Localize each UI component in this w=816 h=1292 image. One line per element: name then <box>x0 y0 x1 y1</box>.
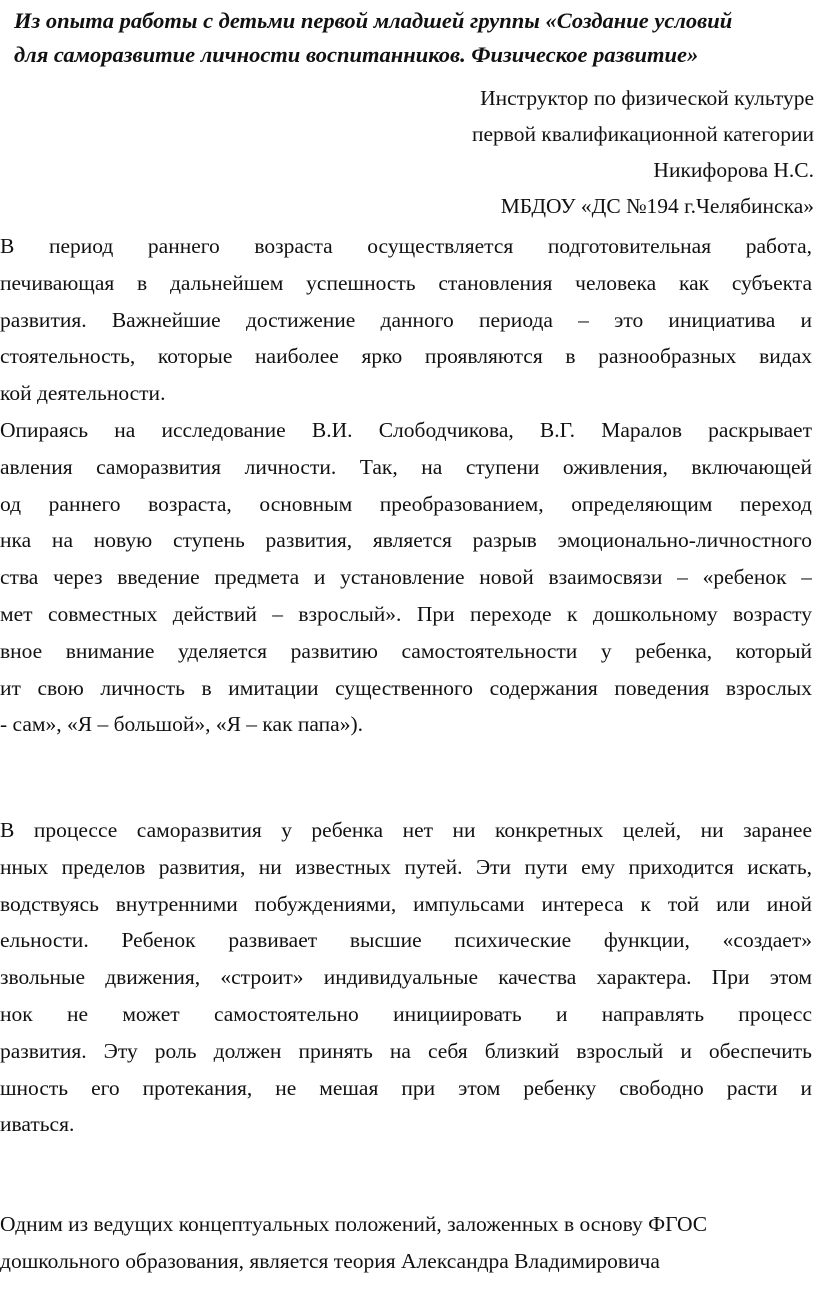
text-line: водствуясь внутренними побуждениями, импульсами интереса к той или иной <box>0 891 812 916</box>
text-line: - сам», «Я – большой», «Я – как папа»). <box>0 712 364 737</box>
text-line: ельности. Ребенок развивает высшие психические функции, «создает» <box>0 928 812 953</box>
text-line: од раннего возраста, основным преобразованием, определяющим переход <box>0 491 812 516</box>
text-line: вное внимание уделяется развитию самостоятельности у ребенка, который <box>0 638 812 663</box>
text-line: Опираясь на исследование В.И. Слободчикова, В.Г. Маралов раскрывает <box>0 418 812 442</box>
text-line: нок не может самостоятельно инициировать и направлять процесс <box>0 1001 812 1026</box>
author-position: Инструктор по физической культуре <box>480 86 814 110</box>
author-organization: МБДОУ «ДС №194 г.Челябинска» <box>500 194 814 218</box>
author-qualification: первой квалификационной категории <box>471 122 814 146</box>
author-name: Никифорова Н.С. <box>653 158 814 182</box>
paragraph-4 <box>0 1206 812 1280</box>
paragraph-1 <box>0 228 812 412</box>
text-line: дошкольного образования, является теория Александра Владимировича <box>0 1248 660 1273</box>
title-line: для саморазвитие личности воспитанников. Физическое развитие» <box>14 42 699 67</box>
title-line: Из опыта работы с детьми первой младшей группы «Создание условий <box>14 8 733 33</box>
text-line: печивающая в дальнейшем успешность становления человека как субъекта <box>0 270 812 295</box>
text-line: стоятельность, которые наиболее ярко проявляются в разнообразных видах <box>0 344 812 369</box>
text-line: Одним из ведущих концептуальных положений, заложенных в основу ФГОС <box>0 1212 708 1236</box>
text-line: развития. Важнейшие достижение данного периода – это инициатива и <box>0 307 812 332</box>
text-line: ит свою личность в имитации существенного содержания поведения взрослых <box>0 675 812 700</box>
text-line: авления саморазвития личности. Так, на ступени оживления, включающей <box>0 454 812 479</box>
text-line: иваться. <box>0 1112 75 1137</box>
paragraph-3 <box>0 812 812 1143</box>
document-title <box>14 4 814 72</box>
text-line: В период раннего возраста осуществляется подготовительная работа, <box>0 234 812 258</box>
text-line: нка на новую ступень развития, является разрыв эмоционально-личностного <box>0 528 812 553</box>
text-line: ства через введение предмета и установление новой взаимосвязи – «ребенок – <box>0 565 812 590</box>
text-line: кой деятельности. <box>0 381 166 406</box>
author-block <box>472 80 814 224</box>
text-line: мет совместных действий – взрослый». При переходе к дошкольному возрасту <box>0 601 812 626</box>
text-line: развития. Эту роль должен принять на себя близкий взрослый и обеспечить <box>0 1038 812 1063</box>
paragraph-2 <box>0 412 812 743</box>
text-line: В процессе саморазвития у ребенка нет ни конкретных целей, ни заранее <box>0 818 812 842</box>
text-line: нных пределов развития, ни известных путей. Эти пути ему приходится искать, <box>0 854 812 879</box>
text-line: шность его протекания, не мешая при этом ребенку свободно расти и <box>0 1075 812 1100</box>
text-line: звольные движения, «строит» индивидуальные качества характера. При этом <box>0 965 812 990</box>
